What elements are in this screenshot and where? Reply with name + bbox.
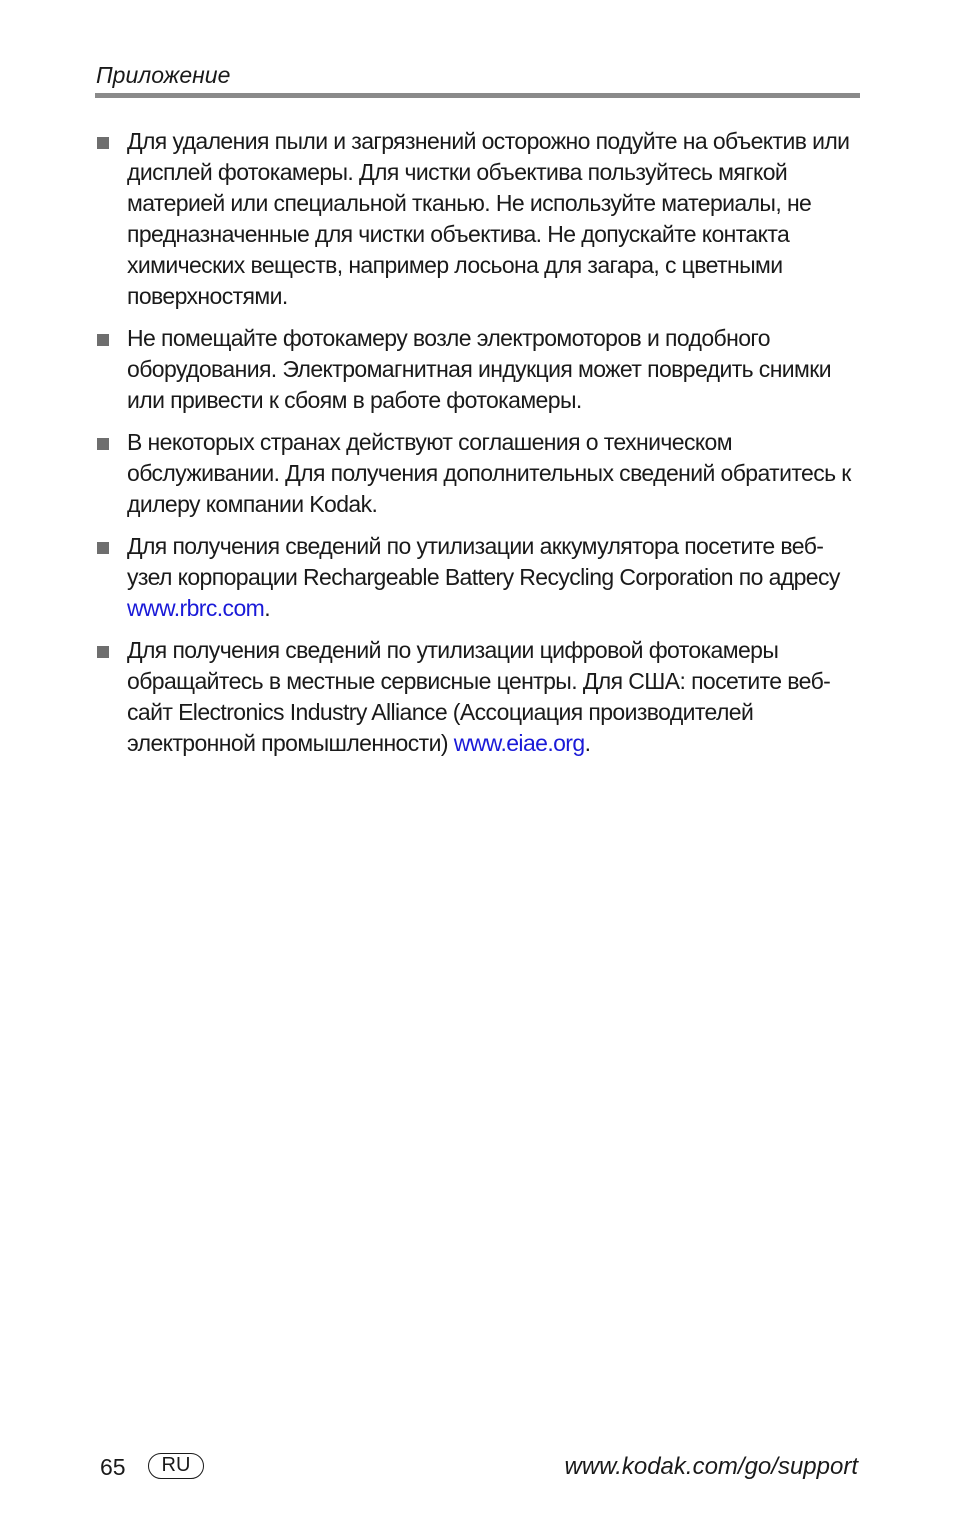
- square-bullet-icon: [97, 542, 109, 554]
- square-bullet-icon: [97, 334, 109, 346]
- bullet-text: Не помещайте фотокамеру возле электромоторов и подобного оборудования. Электромагнитная индукция может повредить снимки или привести к сбоям в работе фотокамеры.: [127, 325, 831, 413]
- bullet-item-battery-recycling: [95, 531, 860, 624]
- bullet-item-service-agreements: [95, 427, 860, 520]
- bullet-text-end: .: [264, 595, 270, 621]
- eiae-link[interactable]: www.eiae.org: [453, 730, 585, 756]
- support-url: www.kodak.com/go/support: [564, 1453, 858, 1480]
- bullet-text: Для удаления пыли и загрязнений осторожно подуйте на объектив или дисплей фотокамеры. Для чистки объектива пользуйтесь мягкой материей или специальной тканью. Не используйте материалы, не предназначенные для чистки объектива. Не допускайте контакта химических веществ, например лосьона для загара, с цветными поверхностями.: [127, 128, 850, 309]
- rbrc-link[interactable]: www.rbrc.com: [127, 595, 265, 621]
- bullet-text: В некоторых странах действуют соглашения о техническом обслуживании. Для получения дополнительных сведений обратитесь к дилеру компании Kodak.: [127, 429, 851, 517]
- header-divider: [95, 93, 860, 98]
- language-badge: RU: [148, 1453, 204, 1479]
- square-bullet-icon: [97, 646, 109, 658]
- page-header-title: Приложение: [96, 62, 231, 88]
- page-number: 65: [100, 1454, 126, 1480]
- bullet-item-cleaning: [95, 126, 860, 312]
- square-bullet-icon: [97, 137, 109, 149]
- bullet-item-camera-recycling: [95, 635, 860, 759]
- bullet-text: Для получения сведений по утилизации цифровой фотокамеры обращайтесь в местные сервисные центры. Для США: посетите веб-сайт Electronics Industry Alliance (Ассоциация производителей электронной промышленности): [127, 637, 831, 756]
- bullet-list: [95, 126, 860, 770]
- bullet-text: Для получения сведений по утилизации аккумулятора посетите веб-узел корпорации Rechargeable Battery Recycling Corporation по адресу: [127, 533, 840, 590]
- bullet-item-electromagnetic: [95, 323, 860, 416]
- square-bullet-icon: [97, 438, 109, 450]
- bullet-text-end: .: [584, 730, 591, 756]
